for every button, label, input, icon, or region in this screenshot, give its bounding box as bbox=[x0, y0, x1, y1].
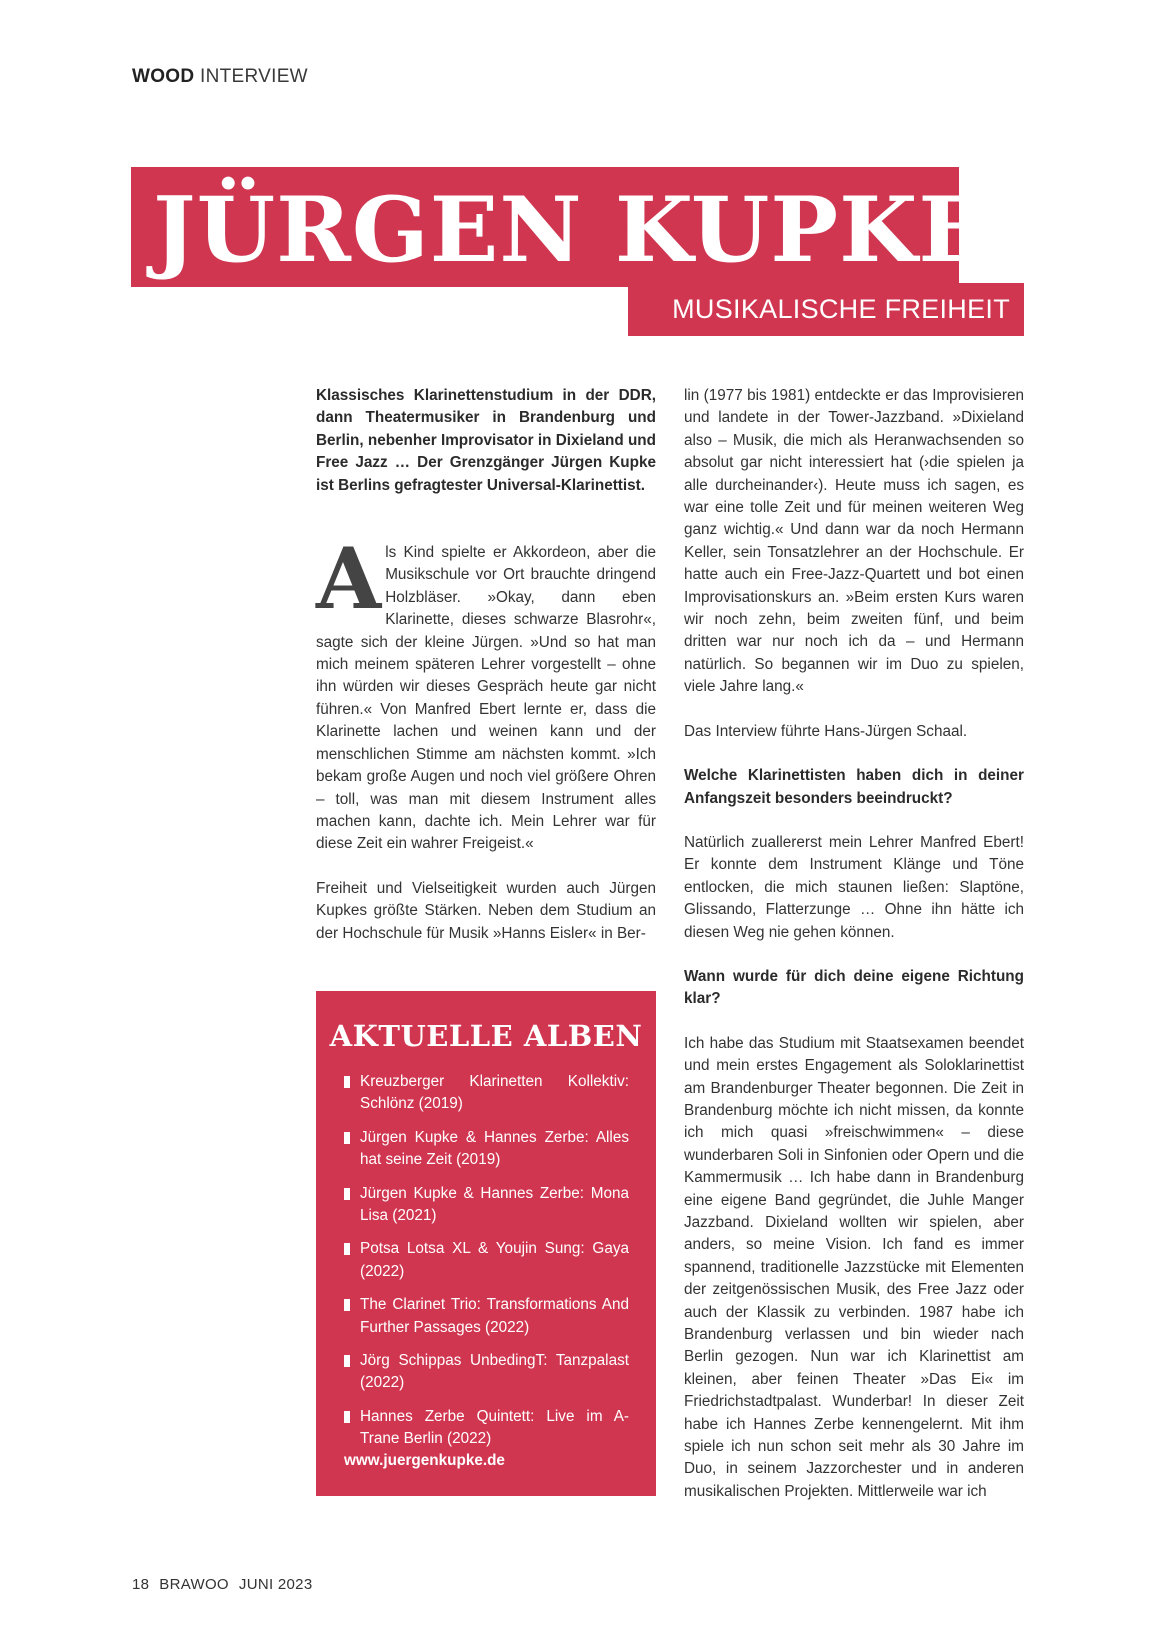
dropcap: A bbox=[316, 529, 382, 629]
album-item bbox=[344, 1127, 629, 1172]
answer-2: Ich habe das Studium mit Staatsexamen beendet und mein erstes Engagement als Soloklarinettist am Brandenburger Theater begonnen. Die Zeit in Brandenburg möchte ich nicht missen, da konnte ich mich quasi »freischwimmen« – diese wunderbaren Soli in Sinfonien oder Opern und die Kammermusik … Ich habe dann in Brandenburg eine eigene Band gegründet, die Juhle Manger Jazzband. Dixieland wollten wir spielen, aber anders, so meine Vision. Ich fand es immer spannend, traditionelle Jazzstücke mit Elementen der zeitgenössischen Musik, des Free Jazz oder auch der Klassik zu verbinden. 1987 habe ich Brandenburg verlassen und bin wieder nach Berlin gezogen. Nun war ich Klarinettist am kleinen, aber feinen Theater »Das Ei« im Friedrichstadtpalast. Wunderbar! In dieser Zeit habe ich Hannes Zerbe kennengelernt. Mit ihm spiele ich nun schon seit mehr als 30 Jahre im Duo, in seinem Jazzorchester und in anderen musikalischen Projekten. Mittlerweile war ich bbox=[684, 1034, 1024, 1500]
album-item bbox=[344, 1238, 629, 1283]
album-item bbox=[344, 1294, 629, 1339]
answer-1: Natürlich zuallererst mein Lehrer Manfred Ebert! Er konnte dem Instrument Klänge und Töne entlocken, die mich staunen ließen: Slaptöne, Glissando, Flatterzunge … Ohne ihn hätte ich diesen Weg nie gehen können. bbox=[684, 833, 1024, 941]
interview-credit: Das Interview führte Hans-Jürgen Schaal. bbox=[684, 722, 968, 740]
albums-list bbox=[344, 1071, 629, 1462]
album-title: Jürgen Kupke & Hannes Zerbe: Mona Lisa (2021) bbox=[360, 1184, 629, 1225]
column-left bbox=[316, 385, 656, 945]
album-item bbox=[344, 1406, 629, 1451]
album-title: Jürgen Kupke & Hannes Zerbe: Alles hat seine Zeit (2019) bbox=[360, 1128, 629, 1169]
page-footer bbox=[132, 1576, 322, 1593]
issue-date: JUNI 2023 bbox=[238, 1576, 313, 1593]
website-link[interactable]: www.juergenkupke.de bbox=[344, 1452, 505, 1469]
album-title: The Clarinet Trio: Transformations And Further Passages (2022) bbox=[360, 1296, 629, 1336]
bullet-icon bbox=[344, 1243, 350, 1255]
magazine-name: BRAWOO bbox=[159, 1576, 229, 1593]
section-label bbox=[132, 66, 308, 88]
question-1: Welche Klarinettisten haben dich in deiner Anfangszeit besonders beeindruckt? bbox=[684, 767, 1024, 807]
body-paragraph-1 bbox=[316, 529, 656, 856]
body-paragraph-3: lin (1977 bis 1981) entdeckte er das Improvisieren und landete in der Tower-Jazzband. »Dixieland also – Musik, die mich als Heranwachsenden so absolut gar nicht interessiert hat (›die spielen ja alle durcheinander‹). Heute muss ich sagen, es war eine tolle Zeit und für meinen weiteren Weg ganz wichtig.« Und dann war da noch Hermann Keller, sein Tonsatzlehrer an der Hochschule. Er hatte auch ein Free-Jazz-Quartett und bot einen Improvisationskurs an. »Beim ersten Kurs waren wir noch zehn, beim zweiten fünf, und beim dritten war nur noch ich da – und Hermann natürlich. So begannen wir im Duo zu spielen, viele Jahre lang.« bbox=[684, 387, 1024, 696]
bullet-icon bbox=[344, 1411, 350, 1423]
section-label-bold: WOOD bbox=[132, 66, 195, 87]
albums-heading: AKTUELLE ALBEN bbox=[329, 1019, 643, 1053]
bullet-icon bbox=[344, 1076, 350, 1088]
bullet-icon bbox=[344, 1355, 350, 1367]
album-title: Hannes Zerbe Quintett: Live im A-Trane Berlin (2022) bbox=[360, 1407, 629, 1448]
title-banner bbox=[131, 167, 988, 287]
question-2: Wann wurde für dich deine eigene Richtung klar? bbox=[684, 967, 1024, 1008]
bullet-icon bbox=[344, 1188, 350, 1200]
body-paragraph-2: Freiheit und Vielseitigkeit wurden auch Jürgen Kupkes größte Stärken. Neben dem Studium an der Hochschule für Musik »Hanns Eisler« in Ber- bbox=[316, 879, 656, 942]
intro-paragraph: Klassisches Klarinettenstudium in der DDR, dann Theatermusiker in Brandenburg und Berlin, nebenher Improvisator in Dixieland und Free Jazz … Der Grenzgänger Jürgen Kupke ist Berlins gefragtester Universal-Klarinettist. bbox=[316, 387, 656, 494]
body-paragraph-1-text: ls Kind spielte er Akkordeon, aber die Musikschule vor Ort brauchte dringend Holzbläser. »Okay, dann eben Klarinette, dieses schwarze Blasrohr«, sagte sich der kleine Jürgen. »Und so hat man mich meinem späteren Lehrer vorgestellt – ohne ihn würden wir dieses Gespräch heute gar nicht führen.« Von Manfred Ebert lernte er, dass die Klarinette lachen und weinen kann und der menschlichen Stimme am nächsten kommt. »Ich bekam große Augen und noch viel größere Ohren – toll, was man mit diesem Instrument alles machen kann, dachte ich. Mein Lehrer war für diese Zeit ein wahrer Freigeist.« bbox=[316, 544, 656, 853]
bullet-icon bbox=[344, 1132, 350, 1144]
album-item bbox=[344, 1350, 629, 1395]
section-label-rest: INTERVIEW bbox=[194, 66, 308, 87]
article-subtitle: MUSIKALISCHE FREIHEIT bbox=[628, 283, 1024, 336]
page-number: 18 bbox=[132, 1576, 150, 1593]
article-title: JÜRGEN KUPKE bbox=[153, 177, 988, 283]
album-item bbox=[344, 1183, 629, 1228]
bullet-icon bbox=[344, 1299, 350, 1311]
album-title: Potsa Lotsa XL & Youjin Sung: Gaya (2022) bbox=[360, 1240, 629, 1280]
column-right bbox=[684, 385, 1024, 1503]
album-title: Jörg Schippas UnbedingT: Tanzpalast (2022) bbox=[360, 1352, 629, 1392]
album-title: Kreuzberger Klarinetten Kollektiv: Schlönz (2019) bbox=[360, 1073, 629, 1113]
albums-box bbox=[316, 991, 656, 1496]
album-item bbox=[344, 1071, 629, 1116]
